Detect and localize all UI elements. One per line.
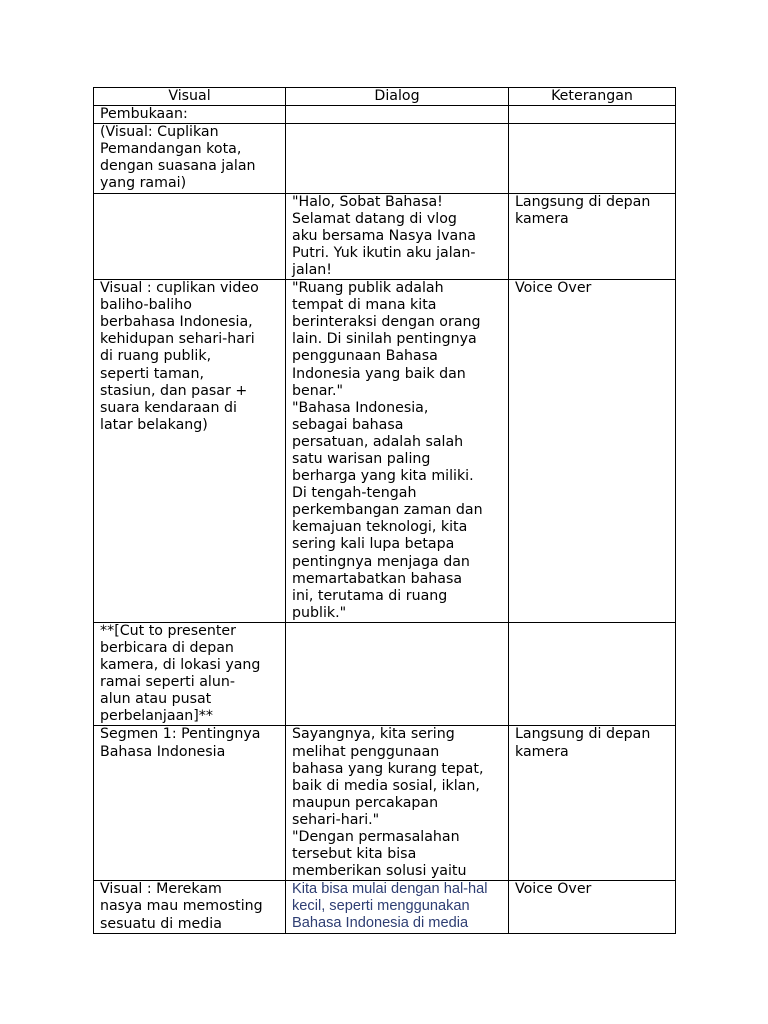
table-row — [94, 726, 676, 881]
table-row — [94, 106, 676, 124]
header-keterangan: Keterangan — [509, 88, 676, 106]
table-row — [94, 280, 676, 623]
keterangan-cell — [509, 124, 676, 193]
header-row — [94, 88, 676, 106]
keterangan-cell — [509, 106, 676, 124]
dialog-cell — [286, 106, 509, 124]
table-row — [94, 193, 676, 279]
table-row — [94, 622, 676, 726]
header-visual: Visual — [94, 88, 286, 106]
keterangan-cell — [509, 622, 676, 726]
dialog-cell: Sayangnya, kita sering melihat penggunaan bahasa yang kurang tepat, baik di media sosial, iklan, maupun percakapan sehari-hari." "Dengan permasalahan tersebut kita bisa memberikan solusi yaitu — [286, 726, 509, 881]
visual-cell: **[Cut to presenter berbicara di depan kamera, di lokasi yang ramai seperti alun- alun atau pusat perbelanjaan]** — [94, 622, 286, 726]
table-row — [94, 124, 676, 193]
dialog-cell: Kita bisa mulai dengan hal-hal kecil, seperti menggunakan Bahasa Indonesia di media — [286, 881, 509, 933]
dialog-cell: "Ruang publik adalah tempat di mana kita berinteraksi dengan orang lain. Di sinilah pentingnya penggunaan Bahasa Indonesia yang baik dan benar." "Bahasa Indonesia, sebagai bahasa persatuan, adalah salah satu warisan paling berharga yang kita miliki. Di tengah-tengah perkembangan zaman dan kemajuan teknologi, kita sering kali lupa betapa pentingnya menjaga dan memartabatkan bahasa ini, terutama di ruang publik." — [286, 280, 509, 623]
keterangan-cell: Langsung di depan kamera — [509, 193, 676, 279]
visual-cell: (Visual: Cuplikan Pemandangan kota, dengan suasana jalan yang ramai) — [94, 124, 286, 193]
table-row — [94, 881, 676, 933]
keterangan-cell: Voice Over — [509, 280, 676, 623]
visual-cell — [94, 193, 286, 279]
keterangan-cell: Voice Over — [509, 881, 676, 933]
script-table — [93, 87, 676, 934]
visual-cell: Visual : cuplikan video baliho-baliho berbahasa Indonesia, kehidupan sehari-hari di ruang publik, seperti taman, stasiun, dan pasar + suara kendaraan di latar belakang) — [94, 280, 286, 623]
dialog-cell — [286, 622, 509, 726]
header-dialog: Dialog — [286, 88, 509, 106]
visual-cell: Visual : Merekam nasya mau memosting sesuatu di media — [94, 881, 286, 933]
dialog-cell: "Halo, Sobat Bahasa! Selamat datang di vlog aku bersama Nasya Ivana Putri. Yuk ikutin aku jalan- jalan! — [286, 193, 509, 279]
visual-cell: Pembukaan: — [94, 106, 286, 124]
dialog-cell — [286, 124, 509, 193]
keterangan-cell: Langsung di depan kamera — [509, 726, 676, 881]
visual-cell: Segmen 1: Pentingnya Bahasa Indonesia — [94, 726, 286, 881]
